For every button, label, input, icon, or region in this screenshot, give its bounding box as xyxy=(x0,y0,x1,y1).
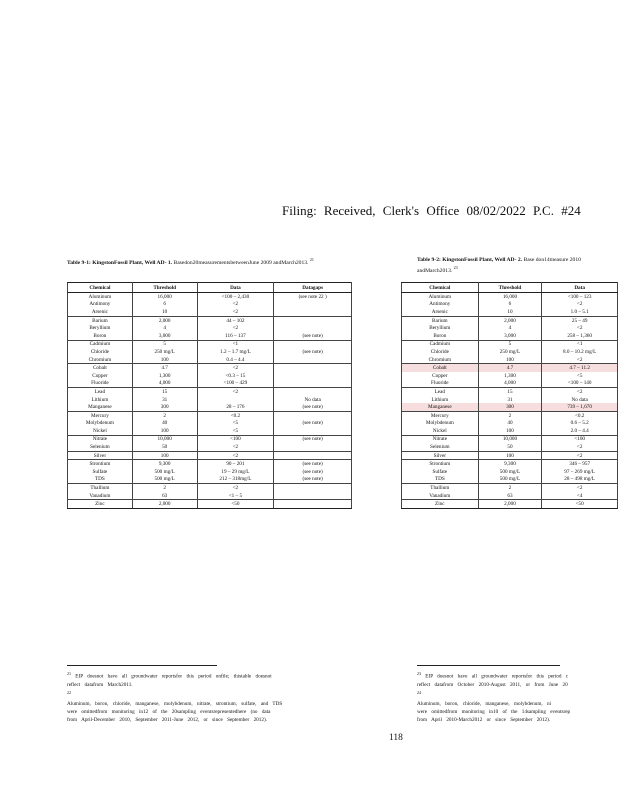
table-cell: <50 xyxy=(197,500,274,509)
table-cell: Vanadium xyxy=(68,492,133,500)
table-row xyxy=(402,372,618,380)
table-cell: Lithium xyxy=(402,396,479,404)
table1-caption-title: Table 9-1: KingstonFossil Plant, Well AD- 1. xyxy=(67,259,173,266)
table-cell: 212 – 318mg/L xyxy=(197,476,274,484)
table-cell: Fluoride xyxy=(402,380,479,388)
table-cell: 31 xyxy=(132,396,197,404)
table-cell: 300 xyxy=(478,403,542,411)
column-header: Data xyxy=(542,283,618,293)
table-cell: Mercury xyxy=(402,411,479,419)
table-cell: <2 xyxy=(197,484,274,492)
table-cell: 28 – 176 xyxy=(197,403,274,411)
table-cell: Antimony xyxy=(68,301,133,309)
table-row xyxy=(402,316,618,324)
table-cell: <2 xyxy=(542,356,618,364)
table-row xyxy=(402,476,618,484)
table-cell: <2 xyxy=(542,301,618,309)
table-cell: (see note) xyxy=(274,476,352,484)
table-row xyxy=(68,316,352,324)
table-cell: <2 xyxy=(197,324,274,332)
table-cell: Chromium xyxy=(402,356,479,364)
table-row xyxy=(68,388,352,396)
table-cell: 0.6 – 5.2 xyxy=(542,420,618,428)
table-cell: 100 xyxy=(132,451,197,460)
table-cell: Cobalt xyxy=(402,364,479,372)
table-row xyxy=(68,332,352,340)
table-cell: Molybdenum xyxy=(402,420,479,428)
table-cell: 116 – 137 xyxy=(197,332,274,340)
table-cell xyxy=(274,451,352,460)
table-cell: 258 – 1,360 xyxy=(542,332,618,340)
table-row xyxy=(68,443,352,451)
table-cell: 10 xyxy=(478,308,542,316)
table-cell: Cadmium xyxy=(402,340,479,348)
table-cell: 2,000 xyxy=(132,500,197,509)
table-cell: Cadmium xyxy=(68,340,133,348)
table-cell: <100 xyxy=(542,435,618,443)
table-cell: 2 xyxy=(132,411,197,419)
table-cell: 2 xyxy=(478,484,542,492)
table-cell: Zinc xyxy=(68,500,133,509)
table-cell: Strontium xyxy=(68,460,133,468)
footnote-text: EIP doesnot have all groundwater reportsfor this period onfile; thistable doesnot xyxy=(75,673,272,680)
footnote-23 xyxy=(417,670,618,681)
table-cell: 28 – 498 mg/L xyxy=(542,476,618,484)
table-cell: 100 xyxy=(132,427,197,435)
table-cell: Nitrate xyxy=(402,435,479,443)
table-row xyxy=(68,293,352,301)
table-cell: 90 – 201 xyxy=(197,460,274,468)
table-row xyxy=(402,435,618,443)
table-cell: Cobalt xyxy=(68,364,133,372)
table-cell: Copper xyxy=(68,372,133,380)
table-cell: 3,000 xyxy=(132,332,197,340)
table-cell: 10,000 xyxy=(132,435,197,443)
table-cell: TDS xyxy=(402,476,479,484)
table-cell: Manganese xyxy=(402,403,479,411)
footnote-21-cont: reflect datafrom March2011. xyxy=(67,681,133,688)
table-cell: <2 xyxy=(197,308,274,316)
table-row xyxy=(402,293,618,301)
table-cell: Silver xyxy=(68,451,133,460)
table-row xyxy=(402,427,618,435)
footnote-number: 22 xyxy=(67,690,71,696)
table-cell: No data xyxy=(274,396,352,404)
table-cell xyxy=(197,396,274,404)
table-cell: Beryllium xyxy=(402,324,479,332)
table-cell: 100 xyxy=(478,451,542,460)
table-row xyxy=(402,364,618,372)
table-cell: 250 mg/L xyxy=(132,348,197,356)
table-row xyxy=(402,420,618,428)
table-cell: 25 – 49 xyxy=(542,316,618,324)
table-cell xyxy=(274,380,352,388)
table-cell: <1 – 5 xyxy=(197,492,274,500)
table-cell: 346 – 957 xyxy=(542,460,618,468)
table-row xyxy=(68,468,352,476)
table-cell: 4.7 xyxy=(132,364,197,372)
table-cell: Lead xyxy=(402,388,479,396)
table-cell xyxy=(274,411,352,419)
table-cell: 2 xyxy=(132,484,197,492)
table-row xyxy=(68,451,352,460)
table-cell: Boron xyxy=(402,332,479,340)
table-cell: Fluoride xyxy=(68,380,133,388)
table-row xyxy=(402,460,618,468)
table-cell: 63 xyxy=(132,492,197,500)
table-cell: <2 xyxy=(542,443,618,451)
table-row xyxy=(68,492,352,500)
table-cell: 40 xyxy=(478,420,542,428)
table-cell: 0.4 – 4.4 xyxy=(197,356,274,364)
table-cell: Thallium xyxy=(68,484,133,492)
table-row xyxy=(68,356,352,364)
table-cell: 4 xyxy=(478,324,542,332)
table-cell xyxy=(274,340,352,348)
table-row xyxy=(68,484,352,492)
table-cell: <4 xyxy=(542,492,618,500)
table-cell: 4.7 – 11.2 xyxy=(542,364,618,372)
table-cell: TDS xyxy=(68,476,133,484)
table-cell: Zinc xyxy=(402,500,479,509)
table-cell: 6 xyxy=(478,301,542,309)
table-cell: 500 mg/L xyxy=(132,468,197,476)
table-row xyxy=(68,308,352,316)
table-cell: 4,000 xyxy=(132,380,197,388)
table-cell: 5 xyxy=(478,340,542,348)
table-cell: <100 – 140 xyxy=(542,380,618,388)
table-row xyxy=(68,324,352,332)
table-cell: <2 xyxy=(197,301,274,309)
footnote-23-cont: reflect datafrom October 2010-August 2011, or from June 20 xyxy=(417,681,568,688)
table-cell: Lead xyxy=(68,388,133,396)
table-row xyxy=(68,435,352,443)
table-cell xyxy=(274,324,352,332)
column-header: Threshold xyxy=(132,283,197,293)
table-cell: <2 xyxy=(197,443,274,451)
table-row xyxy=(68,460,352,468)
table2-caption-title: Table 9-2: KingstonFossil Plant, Well AD- 2. xyxy=(417,257,523,263)
table-cell: 1,300 xyxy=(132,372,197,380)
table-cell: Manganese xyxy=(68,403,133,411)
table-cell: (see note) xyxy=(274,332,352,340)
table-cell: 1.2 – 1.7 mg/L xyxy=(197,348,274,356)
filing-header: Filing: Received, Clerk's Office 08/02/2022 P.C. #24 xyxy=(282,203,581,218)
table-cell: <100 – 123 xyxy=(542,293,618,301)
table-row xyxy=(402,388,618,396)
table-cell: 500 mg/L xyxy=(132,476,197,484)
table-cell: Chromium xyxy=(68,356,133,364)
table-cell: (see note) xyxy=(274,460,352,468)
table-cell: Nickel xyxy=(402,427,479,435)
table-cell: <2 xyxy=(542,388,618,396)
table1-caption-text: Basedon20measurementsbetweenJune 2009 andMarch2013. xyxy=(173,259,309,266)
table-cell: 15 xyxy=(132,388,197,396)
table-cell: <2 xyxy=(542,451,618,460)
footnote-text: EIP doesnot have all groundwater reportsfor this period c xyxy=(425,673,569,680)
table-row xyxy=(68,396,352,404)
table-cell: <0.2 xyxy=(542,411,618,419)
table-cell: Arsenic xyxy=(68,308,133,316)
table-row xyxy=(68,364,352,372)
footnote-22-line1: Aluminum, boron, chloride, manganese, molybdenum, nitrate, strontium, sulfate, and TDS xyxy=(67,701,283,708)
table-row xyxy=(402,468,618,476)
table-row xyxy=(68,427,352,435)
footnote-22-line3: from April-December 2010, September 2011-June 2012, or since September 2012). xyxy=(67,717,267,724)
table-cell: <0.2 xyxy=(197,411,274,419)
table-row xyxy=(402,324,618,332)
table-cell xyxy=(274,427,352,435)
footnotes-right xyxy=(417,670,618,725)
table-cell: 2,000 xyxy=(478,316,542,324)
table-cell: Arsenic xyxy=(402,308,479,316)
table-row xyxy=(402,451,618,460)
table-cell: 4 xyxy=(132,324,197,332)
footnote-ref-21: 21 xyxy=(309,257,314,262)
table-row xyxy=(68,372,352,380)
table-cell: 1.0 – 5.1 xyxy=(542,308,618,316)
table-cell: 2,000 xyxy=(132,316,197,324)
column-header: Datagaps xyxy=(274,283,352,293)
table-cell: 3,000 xyxy=(478,332,542,340)
table-row xyxy=(68,411,352,419)
table-row xyxy=(68,500,352,509)
table-cell: 739 – 1,670 xyxy=(542,403,618,411)
footnote-24-line1: Aluminum, boron, chloride, manganese, molybdenum, ni xyxy=(417,701,552,708)
table-cell: Chloride xyxy=(68,348,133,356)
table-cell: Nickel xyxy=(68,427,133,435)
column-header: Data xyxy=(197,283,274,293)
table-row xyxy=(68,301,352,309)
table-row xyxy=(68,340,352,348)
table-cell xyxy=(274,301,352,309)
table-cell: Antimony xyxy=(402,301,479,309)
column-header: Chemical xyxy=(402,283,479,293)
table-cell: <5 xyxy=(542,372,618,380)
table-cell: 10,000 xyxy=(478,435,542,443)
table-cell: 97 – 269 mg/L xyxy=(542,468,618,476)
table-cell xyxy=(274,388,352,396)
table-cell: Strontium xyxy=(402,460,479,468)
table-cell: Chloride xyxy=(402,348,479,356)
table-row xyxy=(68,380,352,388)
table-cell xyxy=(274,484,352,492)
table-cell: <2 xyxy=(542,324,618,332)
table-cell: 4,000 xyxy=(478,380,542,388)
table-cell: Thallium xyxy=(402,484,479,492)
table-cell: <2 xyxy=(197,388,274,396)
table-cell: 1,300 xyxy=(478,372,542,380)
table-cell: <5 xyxy=(197,427,274,435)
table-row xyxy=(402,443,618,451)
table-cell: <0.3 – 15 xyxy=(197,372,274,380)
table-cell: Sulfate xyxy=(68,468,133,476)
table-cell: (see note) xyxy=(274,435,352,443)
table-cell: <2 xyxy=(197,451,274,460)
table-cell xyxy=(274,492,352,500)
table-cell: Barium xyxy=(68,316,133,324)
column-header: Threshold xyxy=(478,283,542,293)
table-row xyxy=(68,348,352,356)
table-cell: 500 mg/L xyxy=(478,468,542,476)
footnote-separator-right xyxy=(417,665,560,666)
table-row xyxy=(68,420,352,428)
table-cell xyxy=(274,443,352,451)
table-cell: Aluminum xyxy=(402,293,479,301)
table-row xyxy=(402,340,618,348)
table-cell: <100 – 429 xyxy=(197,380,274,388)
footnote-24 xyxy=(417,689,618,700)
table-row xyxy=(402,380,618,388)
table-cell: Mercury xyxy=(68,411,133,419)
table-cell: Barium xyxy=(402,316,479,324)
table-cell: <2 xyxy=(542,484,618,492)
table-row xyxy=(68,476,352,484)
footnote-22-line2: were omittedfrom monitoring in12 of the 20sampling eventsrepresentedhere (no data xyxy=(67,709,271,716)
table-cell: <2 xyxy=(197,364,274,372)
table-row xyxy=(402,301,618,309)
table-cell: 44 – 102 xyxy=(197,316,274,324)
table-cell: 40 xyxy=(132,420,197,428)
table-cell: 19 – 29 mg/L xyxy=(197,468,274,476)
table1-caption xyxy=(67,256,357,267)
table-cell: <100 xyxy=(197,435,274,443)
table-cell: No data xyxy=(542,396,618,404)
table-cell: <1 xyxy=(542,340,618,348)
table-cell: 8.0 – 10.2 mg/L xyxy=(542,348,618,356)
table-cell: (see note) xyxy=(274,468,352,476)
table-cell: 300 xyxy=(132,403,197,411)
table-cell: 100 xyxy=(478,356,542,364)
table-cell: (see note) xyxy=(274,348,352,356)
table-row xyxy=(402,308,618,316)
footnote-ref-23: 23 xyxy=(453,265,458,270)
table-cell: 2 xyxy=(478,411,542,419)
footnote-number: 24 xyxy=(417,690,421,696)
footnotes-left xyxy=(67,670,367,725)
table-cell: <1 xyxy=(197,340,274,348)
page-number: 118 xyxy=(389,733,403,743)
table-row xyxy=(402,411,618,419)
footnote-number: 23 xyxy=(417,671,421,676)
table-cell: Lithium xyxy=(68,396,133,404)
table-cell: Vanadium xyxy=(402,492,479,500)
table-cell: (see note) xyxy=(274,403,352,411)
footnote-24-line3: from April 2010-March2012 or since September 2012). xyxy=(417,717,551,724)
table-cell: 31 xyxy=(478,396,542,404)
table-cell: (see note 22 ) xyxy=(274,293,352,301)
footnote-number: 21 xyxy=(67,671,71,676)
table-cell: 9,300 xyxy=(132,460,197,468)
table-cell: Silver xyxy=(402,451,479,460)
table-cell: Selenium xyxy=(68,443,133,451)
table-row xyxy=(402,403,618,411)
table-cell: 16,000 xyxy=(132,293,197,301)
table-cell xyxy=(274,364,352,372)
table-cell xyxy=(274,316,352,324)
table-row xyxy=(402,332,618,340)
column-header: Chemical xyxy=(68,283,133,293)
table-cell: 100 xyxy=(132,356,197,364)
table-cell: 15 xyxy=(478,388,542,396)
table-row xyxy=(402,500,618,509)
footnote-21 xyxy=(67,670,367,681)
table2-caption xyxy=(417,256,617,275)
footnote-24-line2: were omittedfrom monitoring in10 of the 14sampling eventsrep xyxy=(417,709,571,716)
table-row xyxy=(68,403,352,411)
table-cell: Boron xyxy=(68,332,133,340)
table-cell: <50 xyxy=(542,500,618,509)
table-cell: 250 mg/L xyxy=(478,348,542,356)
table-cell xyxy=(274,500,352,509)
table-cell xyxy=(274,308,352,316)
table-row xyxy=(402,492,618,500)
table-cell: Beryllium xyxy=(68,324,133,332)
table1-kingston-ad1 xyxy=(67,282,352,509)
table-cell: 50 xyxy=(132,443,197,451)
table-cell: <100 – 2,430 xyxy=(197,293,274,301)
table-cell: Molybdenum xyxy=(68,420,133,428)
table2-caption-text: Base don14measure 2010 andMarch2013. xyxy=(417,257,581,274)
table-cell: 100 xyxy=(478,427,542,435)
table-cell: Sulfate xyxy=(402,468,479,476)
table2-kingston-ad2 xyxy=(401,282,618,509)
table-cell: 4.7 xyxy=(478,364,542,372)
table-cell: (see note) xyxy=(274,420,352,428)
table-cell: 10 xyxy=(132,308,197,316)
table-cell: 5 xyxy=(132,340,197,348)
table-cell: 9,300 xyxy=(478,460,542,468)
footnote-22 xyxy=(67,689,367,700)
footnote-separator-left xyxy=(67,665,217,666)
table-cell xyxy=(274,356,352,364)
table-cell: <5 xyxy=(197,420,274,428)
table-cell: 2.0 – 4.4 xyxy=(542,427,618,435)
table-cell: 16,000 xyxy=(478,293,542,301)
table-row xyxy=(402,484,618,492)
table-cell: Copper xyxy=(402,372,479,380)
table-row xyxy=(402,348,618,356)
table-cell xyxy=(274,372,352,380)
table-cell: Aluminum xyxy=(68,293,133,301)
table-row xyxy=(402,396,618,404)
table-cell: 500 mg/L xyxy=(478,476,542,484)
table-cell: Nitrate xyxy=(68,435,133,443)
table-cell: 2,000 xyxy=(478,500,542,509)
table-cell: 63 xyxy=(478,492,542,500)
table-cell: 6 xyxy=(132,301,197,309)
table-row xyxy=(402,356,618,364)
table-cell: 50 xyxy=(478,443,542,451)
table-cell: Selenium xyxy=(402,443,479,451)
